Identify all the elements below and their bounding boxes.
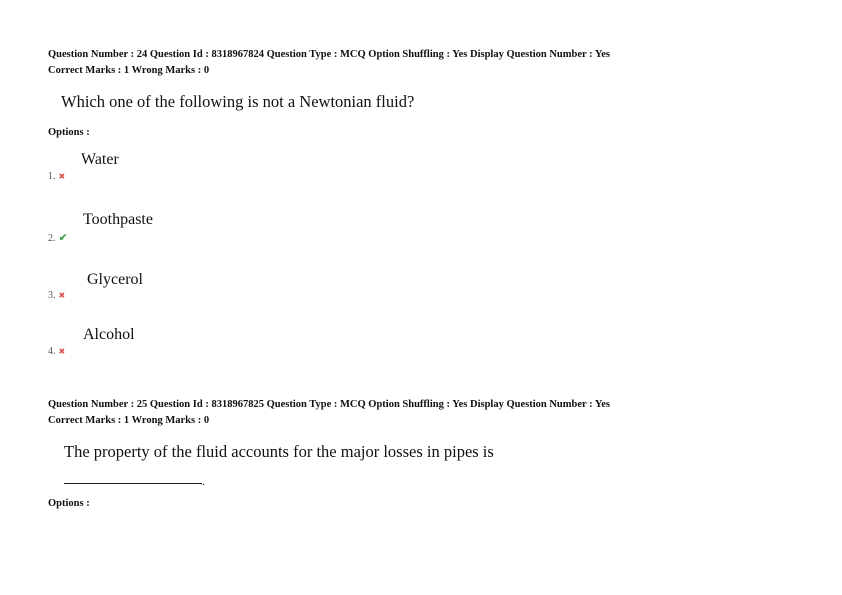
question-24-options-label: Options : [48,127,90,138]
question-24-option-1-text: Water [81,151,119,168]
question-24-meta-line2: Correct Marks : 1 Wrong Marks : 0 [48,65,210,76]
wrong-mark-icon: ✖ [58,347,66,356]
question-24-option-3-number [48,290,65,301]
correct-check-icon: ✔ [58,231,68,244]
question-25-text: The property of the fluid accounts for the major losses in pipes is [64,442,494,461]
question-25-options-label: Options : [48,498,90,509]
question-24-option-2-number [48,231,68,244]
option-number: 1. [48,171,56,182]
question-24-option-4-number [48,346,65,357]
question-25-meta-line2: Correct Marks : 1 Wrong Marks : 0 [48,415,210,426]
answer-blank-line [64,483,202,484]
wrong-mark-icon: ✖ [58,291,66,300]
option-number: 4. [48,346,56,357]
question-25-meta-line1: Question Number : 25 Question Id : 8318967825 Question Type : MCQ Option Shuffling : Yes Display Question Number : Yes [48,399,611,410]
wrong-mark-icon: ✖ [58,172,66,181]
question-24-text: Which one of the following is not a Newtonian fluid? [61,92,415,111]
answer-blank-period: . [202,474,205,488]
question-24-option-4-text: Alcohol [83,326,135,343]
option-number: 3. [48,290,56,301]
question-25-meta [48,397,610,429]
option-number: 2. [48,233,56,244]
question-24-option-2-text: Toothpaste [83,211,153,228]
question-24-meta [48,47,610,79]
question-24-meta-line1: Question Number : 24 Question Id : 8318967824 Question Type : MCQ Option Shuffling : Yes Display Question Number : Yes [48,49,611,60]
question-24-option-3-text: Glycerol [87,271,143,288]
question-24-option-1-number [48,171,65,182]
